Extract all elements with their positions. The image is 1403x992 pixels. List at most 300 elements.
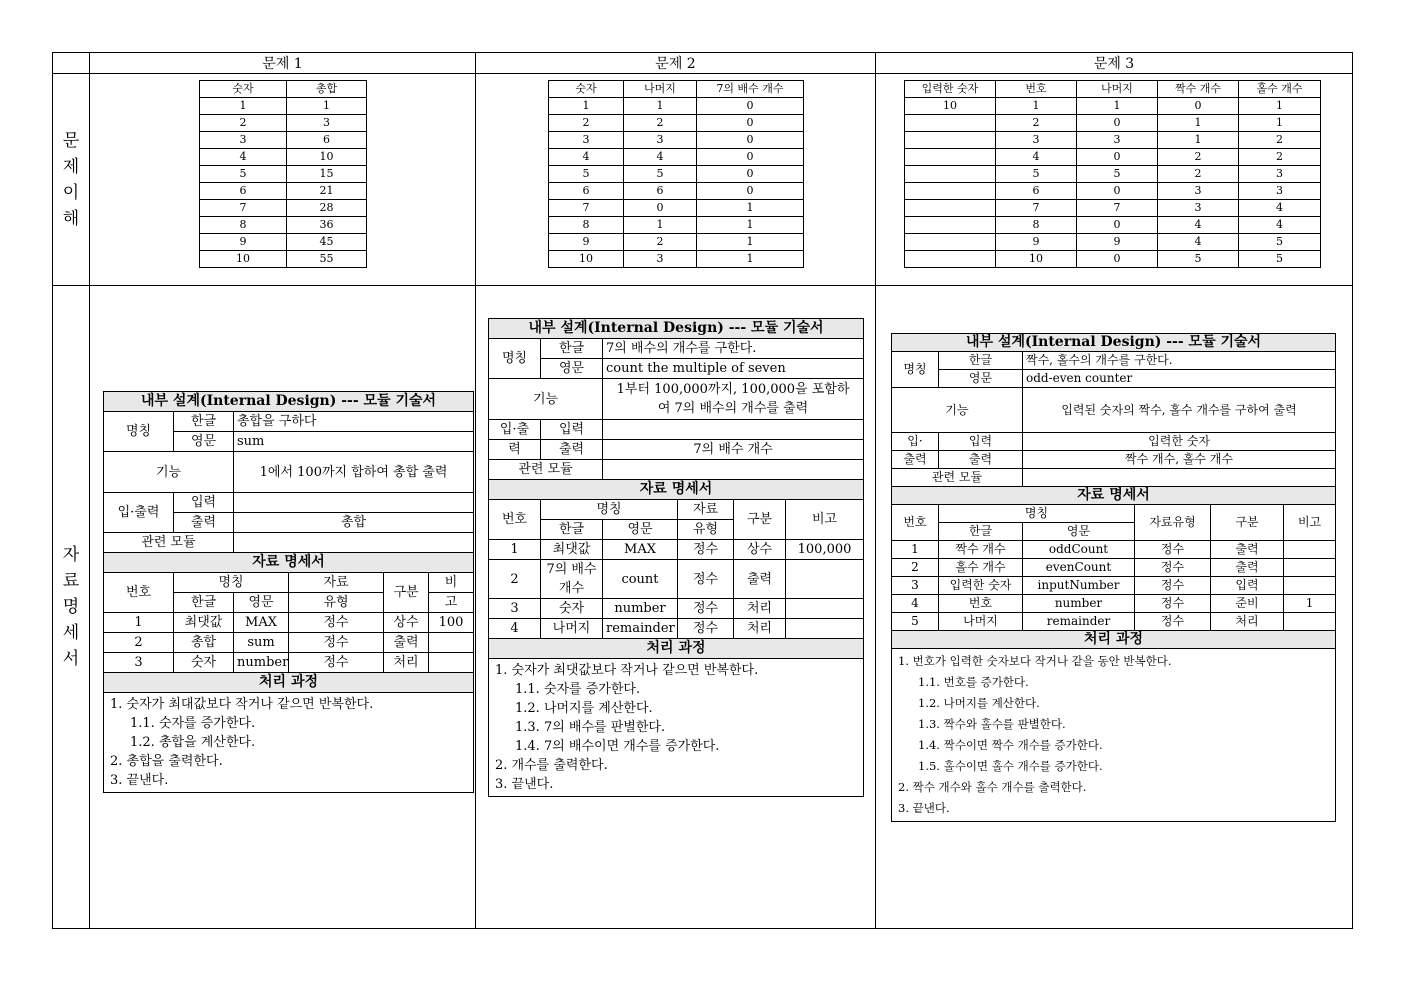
table-row <box>905 98 1321 115</box>
proc-step: 1.1. 숫자를 증가한다. <box>515 682 641 697</box>
data-spec-cell: 3 <box>104 653 174 673</box>
table-row <box>200 98 367 115</box>
data-spec-cell: 정수 <box>289 653 384 673</box>
table-row <box>549 217 804 234</box>
table-cell: 0 <box>1077 183 1158 200</box>
table-cell: 1 <box>1239 115 1321 132</box>
table-cell: 4 <box>1158 234 1239 251</box>
table-cell: 8 <box>200 217 287 234</box>
table-cell <box>905 149 996 166</box>
proc-step: 1. 번호가 입력한 숫자보다 작거나 같을 동안 반복한다. <box>898 654 1172 668</box>
table-row <box>200 251 367 268</box>
data-spec-cell: 정수 <box>289 633 384 653</box>
data-spec-cell: 2 <box>489 560 541 599</box>
table-row <box>200 200 367 217</box>
trace-table-1 <box>199 80 367 268</box>
table-cell: 4 <box>200 149 287 166</box>
col-name: 명칭 <box>174 573 289 593</box>
table-cell: 8 <box>549 217 624 234</box>
table-cell: 3 <box>1158 183 1239 200</box>
understanding-cell-1 <box>90 74 476 286</box>
module-related <box>603 460 864 480</box>
table-cell: 0 <box>697 166 804 183</box>
column-header: 홀수 개수 <box>1239 81 1321 98</box>
data-spec-cell: 번호 <box>939 595 1023 613</box>
name-label: 명칭 <box>489 339 541 379</box>
col-type-b: 유형 <box>289 593 384 613</box>
table-row <box>549 132 804 149</box>
data-spec-cell: number <box>234 653 289 673</box>
data-spec-row <box>104 633 474 653</box>
table-cell: 6 <box>624 183 697 200</box>
module-kor-name: 총합을 구하다 <box>234 412 474 432</box>
table-cell: 1 <box>697 234 804 251</box>
data-spec-cell: 정수 <box>289 613 384 633</box>
table-cell: 1 <box>697 251 804 268</box>
col-kor: 한글 <box>939 523 1023 541</box>
module-func: 1부터 100,000까지, 100,000을 포함하여 7의 배수의 개수를 출력 <box>603 379 864 420</box>
table-cell: 1 <box>697 200 804 217</box>
table-cell: 5 <box>1239 251 1321 268</box>
data-spec-cell: 100 <box>429 613 474 633</box>
table-row <box>200 234 367 251</box>
data-spec-cell: 입력 <box>1211 577 1284 595</box>
table-cell: 28 <box>287 200 367 217</box>
table-row <box>549 234 804 251</box>
col-kind: 구분 <box>384 573 429 613</box>
table-row <box>549 166 804 183</box>
table-cell: 4 <box>624 149 697 166</box>
table-cell <box>905 166 996 183</box>
col-note-b: 고 <box>429 593 474 613</box>
col-kor: 한글 <box>541 520 603 540</box>
data-spec-cell: 처리 <box>1211 613 1284 631</box>
data-spec-cell: 준비 <box>1211 595 1284 613</box>
table-cell: 5 <box>1077 166 1158 183</box>
table-row <box>549 200 804 217</box>
header-row <box>53 53 1353 74</box>
col-eng: 영문 <box>1023 523 1135 541</box>
spec-cell-2 <box>476 286 876 929</box>
col-note: 비고 <box>786 500 864 540</box>
module-spec-3 <box>891 333 1336 822</box>
proc-steps <box>104 693 474 793</box>
table-cell: 1 <box>1077 98 1158 115</box>
module-related <box>1023 469 1336 487</box>
table-cell: 0 <box>1158 98 1239 115</box>
table-cell: 6 <box>200 183 287 200</box>
table-cell: 36 <box>287 217 367 234</box>
proc-step: 1.3. 7의 배수를 판별한다. <box>515 720 666 735</box>
data-spec-row <box>892 595 1336 613</box>
table-cell: 0 <box>1077 115 1158 132</box>
proc-step: 1.2. 나머지를 계산한다. <box>918 696 1040 710</box>
module-eng-name: odd-even counter <box>1023 370 1336 388</box>
table-cell: 3 <box>200 132 287 149</box>
row-label-understanding: 문 제 이 해 <box>53 74 90 286</box>
proc-step: 1.4. 7의 배수이면 개수를 증가한다. <box>515 739 720 754</box>
table-cell: 1 <box>549 98 624 115</box>
table-row <box>549 115 804 132</box>
table-cell: 6 <box>996 183 1077 200</box>
data-spec-row <box>892 541 1336 559</box>
table-cell: 0 <box>697 183 804 200</box>
data-spec-cell: 총합 <box>174 633 234 653</box>
worksheet-table <box>52 52 1353 929</box>
column-header: 숫자 <box>549 81 624 98</box>
table-cell: 10 <box>996 251 1077 268</box>
module-output: 7의 배수 개수 <box>603 440 864 460</box>
table-cell: 0 <box>697 115 804 132</box>
data-spec-cell <box>429 653 474 673</box>
data-title: 자료 명세서 <box>489 480 864 500</box>
data-spec-cell: 출력 <box>384 633 429 653</box>
table-cell: 3 <box>624 251 697 268</box>
table-cell: 7 <box>996 200 1077 217</box>
data-spec-cell: 1 <box>489 540 541 560</box>
data-spec-cell: 정수 <box>1135 595 1211 613</box>
table-row <box>905 234 1321 251</box>
table-cell: 5 <box>549 166 624 183</box>
data-spec-cell <box>786 560 864 599</box>
func-label: 기능 <box>489 379 603 420</box>
table-cell: 5 <box>1158 251 1239 268</box>
output-label: 출력 <box>939 451 1023 469</box>
data-spec-row <box>489 540 864 560</box>
table-cell: 4 <box>1158 217 1239 234</box>
table-cell: 10 <box>200 251 287 268</box>
data-spec-cell: 정수 <box>1135 577 1211 595</box>
col-name: 명칭 <box>939 505 1135 523</box>
spec-cell-3 <box>876 286 1353 929</box>
module-spec-2 <box>488 318 864 797</box>
input-label: 입력 <box>541 420 603 440</box>
data-spec-cell: 3 <box>892 577 939 595</box>
data-spec-cell: 2 <box>892 559 939 577</box>
header-problem-1: 문제 1 <box>90 53 476 74</box>
table-header-row <box>549 81 804 98</box>
data-spec-cell: 정수 <box>1135 541 1211 559</box>
table-row <box>200 166 367 183</box>
proc-step: 2. 총합을 출력한다. <box>110 754 223 769</box>
table-cell: 7 <box>1077 200 1158 217</box>
table-cell: 2 <box>624 115 697 132</box>
corner-cell <box>53 53 90 74</box>
data-spec-cell: 처리 <box>734 599 786 619</box>
table-cell <box>905 251 996 268</box>
col-kind: 구분 <box>734 500 786 540</box>
data-spec-cell: 최댓값 <box>174 613 234 633</box>
data-spec-cell: oddCount <box>1023 541 1135 559</box>
proc-step: 1.3. 짝수와 홀수를 판별한다. <box>918 717 1066 731</box>
table-cell: 0 <box>1077 149 1158 166</box>
data-spec-cell: 1 <box>1284 595 1336 613</box>
table-cell <box>905 132 996 149</box>
table-cell: 45 <box>287 234 367 251</box>
data-spec-cell: 1 <box>892 541 939 559</box>
header-problem-2: 문제 2 <box>476 53 876 74</box>
table-row <box>200 149 367 166</box>
module-input: 입력한 숫자 <box>1023 433 1336 451</box>
data-spec-cell: 5 <box>892 613 939 631</box>
table-cell: 10 <box>549 251 624 268</box>
proc-step: 1.2. 나머지를 계산한다. <box>515 701 653 716</box>
table-cell: 2 <box>624 234 697 251</box>
proc-title: 처리 과정 <box>104 673 474 693</box>
table-cell: 10 <box>287 149 367 166</box>
data-spec-row <box>892 577 1336 595</box>
table-cell: 6 <box>549 183 624 200</box>
table-cell: 9 <box>1077 234 1158 251</box>
module-input <box>234 493 474 513</box>
table-cell: 8 <box>996 217 1077 234</box>
data-spec-cell: 나머지 <box>541 619 603 639</box>
data-spec-cell: 3 <box>489 599 541 619</box>
eng-label: 영문 <box>939 370 1023 388</box>
table-row <box>905 132 1321 149</box>
data-title: 자료 명세서 <box>892 487 1336 505</box>
column-header: 7의 배수 개수 <box>697 81 804 98</box>
table-cell: 3 <box>549 132 624 149</box>
table-row <box>905 149 1321 166</box>
module-eng-name: sum <box>234 432 474 452</box>
data-spec-cell: evenCount <box>1023 559 1135 577</box>
io-label-b: 력 <box>489 440 541 460</box>
table-cell: 1 <box>996 98 1077 115</box>
data-spec-row <box>489 599 864 619</box>
proc-step: 1.4. 짝수이면 짝수 개수를 증가한다. <box>918 738 1103 752</box>
table-cell: 2 <box>996 115 1077 132</box>
data-spec-cell: MAX <box>234 613 289 633</box>
table-header-row <box>200 81 367 98</box>
col-name: 명칭 <box>541 500 678 520</box>
data-spec-row <box>489 560 864 599</box>
data-spec-cell <box>1284 559 1336 577</box>
io-label-a: 입· <box>892 433 939 451</box>
kor-label: 한글 <box>939 352 1023 370</box>
proc-step: 1.2. 총합을 계산한다. <box>130 735 256 750</box>
design-title: 내부 설계(Internal Design) --- 모듈 기술서 <box>489 319 864 339</box>
data-spec-cell: 상수 <box>734 540 786 560</box>
table-row <box>549 251 804 268</box>
data-spec-cell: number <box>1023 595 1135 613</box>
table-cell: 0 <box>1077 251 1158 268</box>
table-cell: 10 <box>905 98 996 115</box>
data-spec-cell: 정수 <box>678 619 734 639</box>
col-no: 번호 <box>489 500 541 540</box>
data-spec-cell: 출력 <box>734 560 786 599</box>
table-cell: 0 <box>697 132 804 149</box>
table-cell: 5 <box>1239 234 1321 251</box>
table-cell <box>905 115 996 132</box>
table-cell <box>905 200 996 217</box>
data-spec-cell: 최댓값 <box>541 540 603 560</box>
proc-step: 1.1. 번호를 증가한다. <box>918 675 1029 689</box>
proc-step: 1. 숫자가 최댓값보다 작거나 같으면 반복한다. <box>495 663 759 678</box>
proc-title: 처리 과정 <box>892 631 1336 649</box>
proc-step: 2. 개수를 출력한다. <box>495 758 608 773</box>
table-cell: 1 <box>1158 132 1239 149</box>
proc-step: 1. 숫자가 최대값보다 작거나 같으면 반복한다. <box>110 697 374 712</box>
table-row <box>905 166 1321 183</box>
table-cell: 6 <box>287 132 367 149</box>
table-cell: 7 <box>200 200 287 217</box>
data-spec-cell: 처리 <box>734 619 786 639</box>
table-cell: 3 <box>1239 183 1321 200</box>
data-spec-cell: 나머지 <box>939 613 1023 631</box>
data-spec-cell: 상수 <box>384 613 429 633</box>
table-cell: 55 <box>287 251 367 268</box>
data-spec-cell <box>1284 577 1336 595</box>
table-cell: 4 <box>996 149 1077 166</box>
table-cell: 1 <box>624 98 697 115</box>
table-cell: 3 <box>624 132 697 149</box>
kor-label: 한글 <box>541 339 603 359</box>
data-spec-cell: 정수 <box>1135 613 1211 631</box>
data-spec-cell: 100,000 <box>786 540 864 560</box>
col-eng: 영문 <box>603 520 678 540</box>
table-cell: 1 <box>697 217 804 234</box>
trace-table-2 <box>548 80 804 268</box>
table-cell: 0 <box>697 149 804 166</box>
col-no: 번호 <box>104 573 174 613</box>
module-output: 짝수 개수, 홀수 개수 <box>1023 451 1336 469</box>
col-eng: 영문 <box>234 593 289 613</box>
io-label-b: 출력 <box>892 451 939 469</box>
proc-step: 3. 끝낸다. <box>495 777 554 792</box>
spec-cell-1 <box>90 286 476 929</box>
table-cell: 9 <box>549 234 624 251</box>
eng-label: 영문 <box>541 359 603 379</box>
data-spec-cell: remainder <box>603 619 678 639</box>
kor-label: 한글 <box>174 412 234 432</box>
col-type-b: 유형 <box>678 520 734 540</box>
data-spec-cell: 출력 <box>1211 559 1284 577</box>
table-cell <box>905 217 996 234</box>
table-cell: 3 <box>1239 166 1321 183</box>
table-cell: 4 <box>1239 217 1321 234</box>
table-cell: 0 <box>697 98 804 115</box>
column-header: 번호 <box>996 81 1077 98</box>
data-spec-cell: count <box>603 560 678 599</box>
data-spec-cell: 7의 배수 개수 <box>541 560 603 599</box>
table-row <box>200 217 367 234</box>
proc-title: 처리 과정 <box>489 639 864 659</box>
module-eng-name: count the multiple of seven <box>603 359 864 379</box>
data-spec-cell: 2 <box>104 633 174 653</box>
table-cell: 1 <box>1158 115 1239 132</box>
spec-row <box>53 286 1353 929</box>
table-cell: 4 <box>1239 200 1321 217</box>
data-spec-cell <box>786 619 864 639</box>
table-row <box>200 115 367 132</box>
col-kor: 한글 <box>174 593 234 613</box>
column-header: 입력한 숫자 <box>905 81 996 98</box>
proc-step: 1.5. 홀수이면 홀수 개수를 증가한다. <box>918 759 1103 773</box>
input-label: 입력 <box>174 493 234 513</box>
data-spec-cell: 입력한 숫자 <box>939 577 1023 595</box>
module-kor-name: 7의 배수의 개수를 구한다. <box>603 339 864 359</box>
table-row <box>549 98 804 115</box>
column-header: 총합 <box>287 81 367 98</box>
table-cell <box>905 183 996 200</box>
table-cell: 2 <box>1158 166 1239 183</box>
trace-table-3 <box>904 80 1321 268</box>
table-cell: 3 <box>1158 200 1239 217</box>
data-spec-cell: MAX <box>603 540 678 560</box>
module-input <box>603 420 864 440</box>
proc-step: 1.1. 숫자를 증가한다. <box>130 716 256 731</box>
table-cell: 1 <box>287 98 367 115</box>
input-label: 입력 <box>939 433 1023 451</box>
table-row <box>905 200 1321 217</box>
output-label: 출력 <box>174 513 234 533</box>
module-related <box>234 533 474 553</box>
table-row <box>549 149 804 166</box>
table-row <box>905 183 1321 200</box>
understanding-row <box>53 74 1353 286</box>
data-spec-cell: 정수 <box>678 599 734 619</box>
data-spec-cell: number <box>603 599 678 619</box>
col-type: 자료유형 <box>1135 505 1211 541</box>
table-cell: 15 <box>287 166 367 183</box>
table-cell: 9 <box>200 234 287 251</box>
table-cell <box>905 234 996 251</box>
column-header: 숫자 <box>200 81 287 98</box>
data-spec-row <box>489 619 864 639</box>
table-cell: 2 <box>1239 132 1321 149</box>
func-label: 기능 <box>892 388 1023 433</box>
module-spec-1 <box>103 391 474 793</box>
design-title: 내부 설계(Internal Design) --- 모듈 기술서 <box>892 334 1336 352</box>
table-cell: 3 <box>996 132 1077 149</box>
related-label: 관련 모듈 <box>892 469 1023 487</box>
table-cell: 0 <box>624 200 697 217</box>
table-cell: 5 <box>996 166 1077 183</box>
table-cell: 5 <box>200 166 287 183</box>
data-spec-cell: 숫자 <box>174 653 234 673</box>
col-note-a: 비 <box>429 573 474 593</box>
data-spec-cell: 홀수 개수 <box>939 559 1023 577</box>
table-cell: 2 <box>549 115 624 132</box>
data-spec-cell: 4 <box>892 595 939 613</box>
col-kind: 구분 <box>1211 505 1284 541</box>
row-label-spec: 자 료 명 세 서 <box>53 286 90 929</box>
data-spec-row <box>104 653 474 673</box>
data-spec-row <box>104 613 474 633</box>
col-note: 비고 <box>1284 505 1336 541</box>
table-header-row <box>905 81 1321 98</box>
data-spec-cell: 처리 <box>384 653 429 673</box>
proc-step: 3. 끝낸다. <box>110 773 169 788</box>
table-cell: 2 <box>1239 149 1321 166</box>
eng-label: 영문 <box>174 432 234 452</box>
data-spec-cell: remainder <box>1023 613 1135 631</box>
table-row <box>905 251 1321 268</box>
module-output: 총합 <box>234 513 474 533</box>
table-cell: 4 <box>549 149 624 166</box>
data-spec-cell: 1 <box>104 613 174 633</box>
proc-step: 3. 끝낸다. <box>898 801 950 815</box>
table-cell: 3 <box>1077 132 1158 149</box>
data-spec-cell: sum <box>234 633 289 653</box>
module-kor-name: 짝수, 홀수의 개수를 구한다. <box>1023 352 1336 370</box>
data-spec-cell: 정수 <box>678 540 734 560</box>
table-cell: 9 <box>996 234 1077 251</box>
io-label: 입·출력 <box>104 493 174 533</box>
data-spec-cell <box>1284 613 1336 631</box>
data-spec-cell: 정수 <box>1135 559 1211 577</box>
